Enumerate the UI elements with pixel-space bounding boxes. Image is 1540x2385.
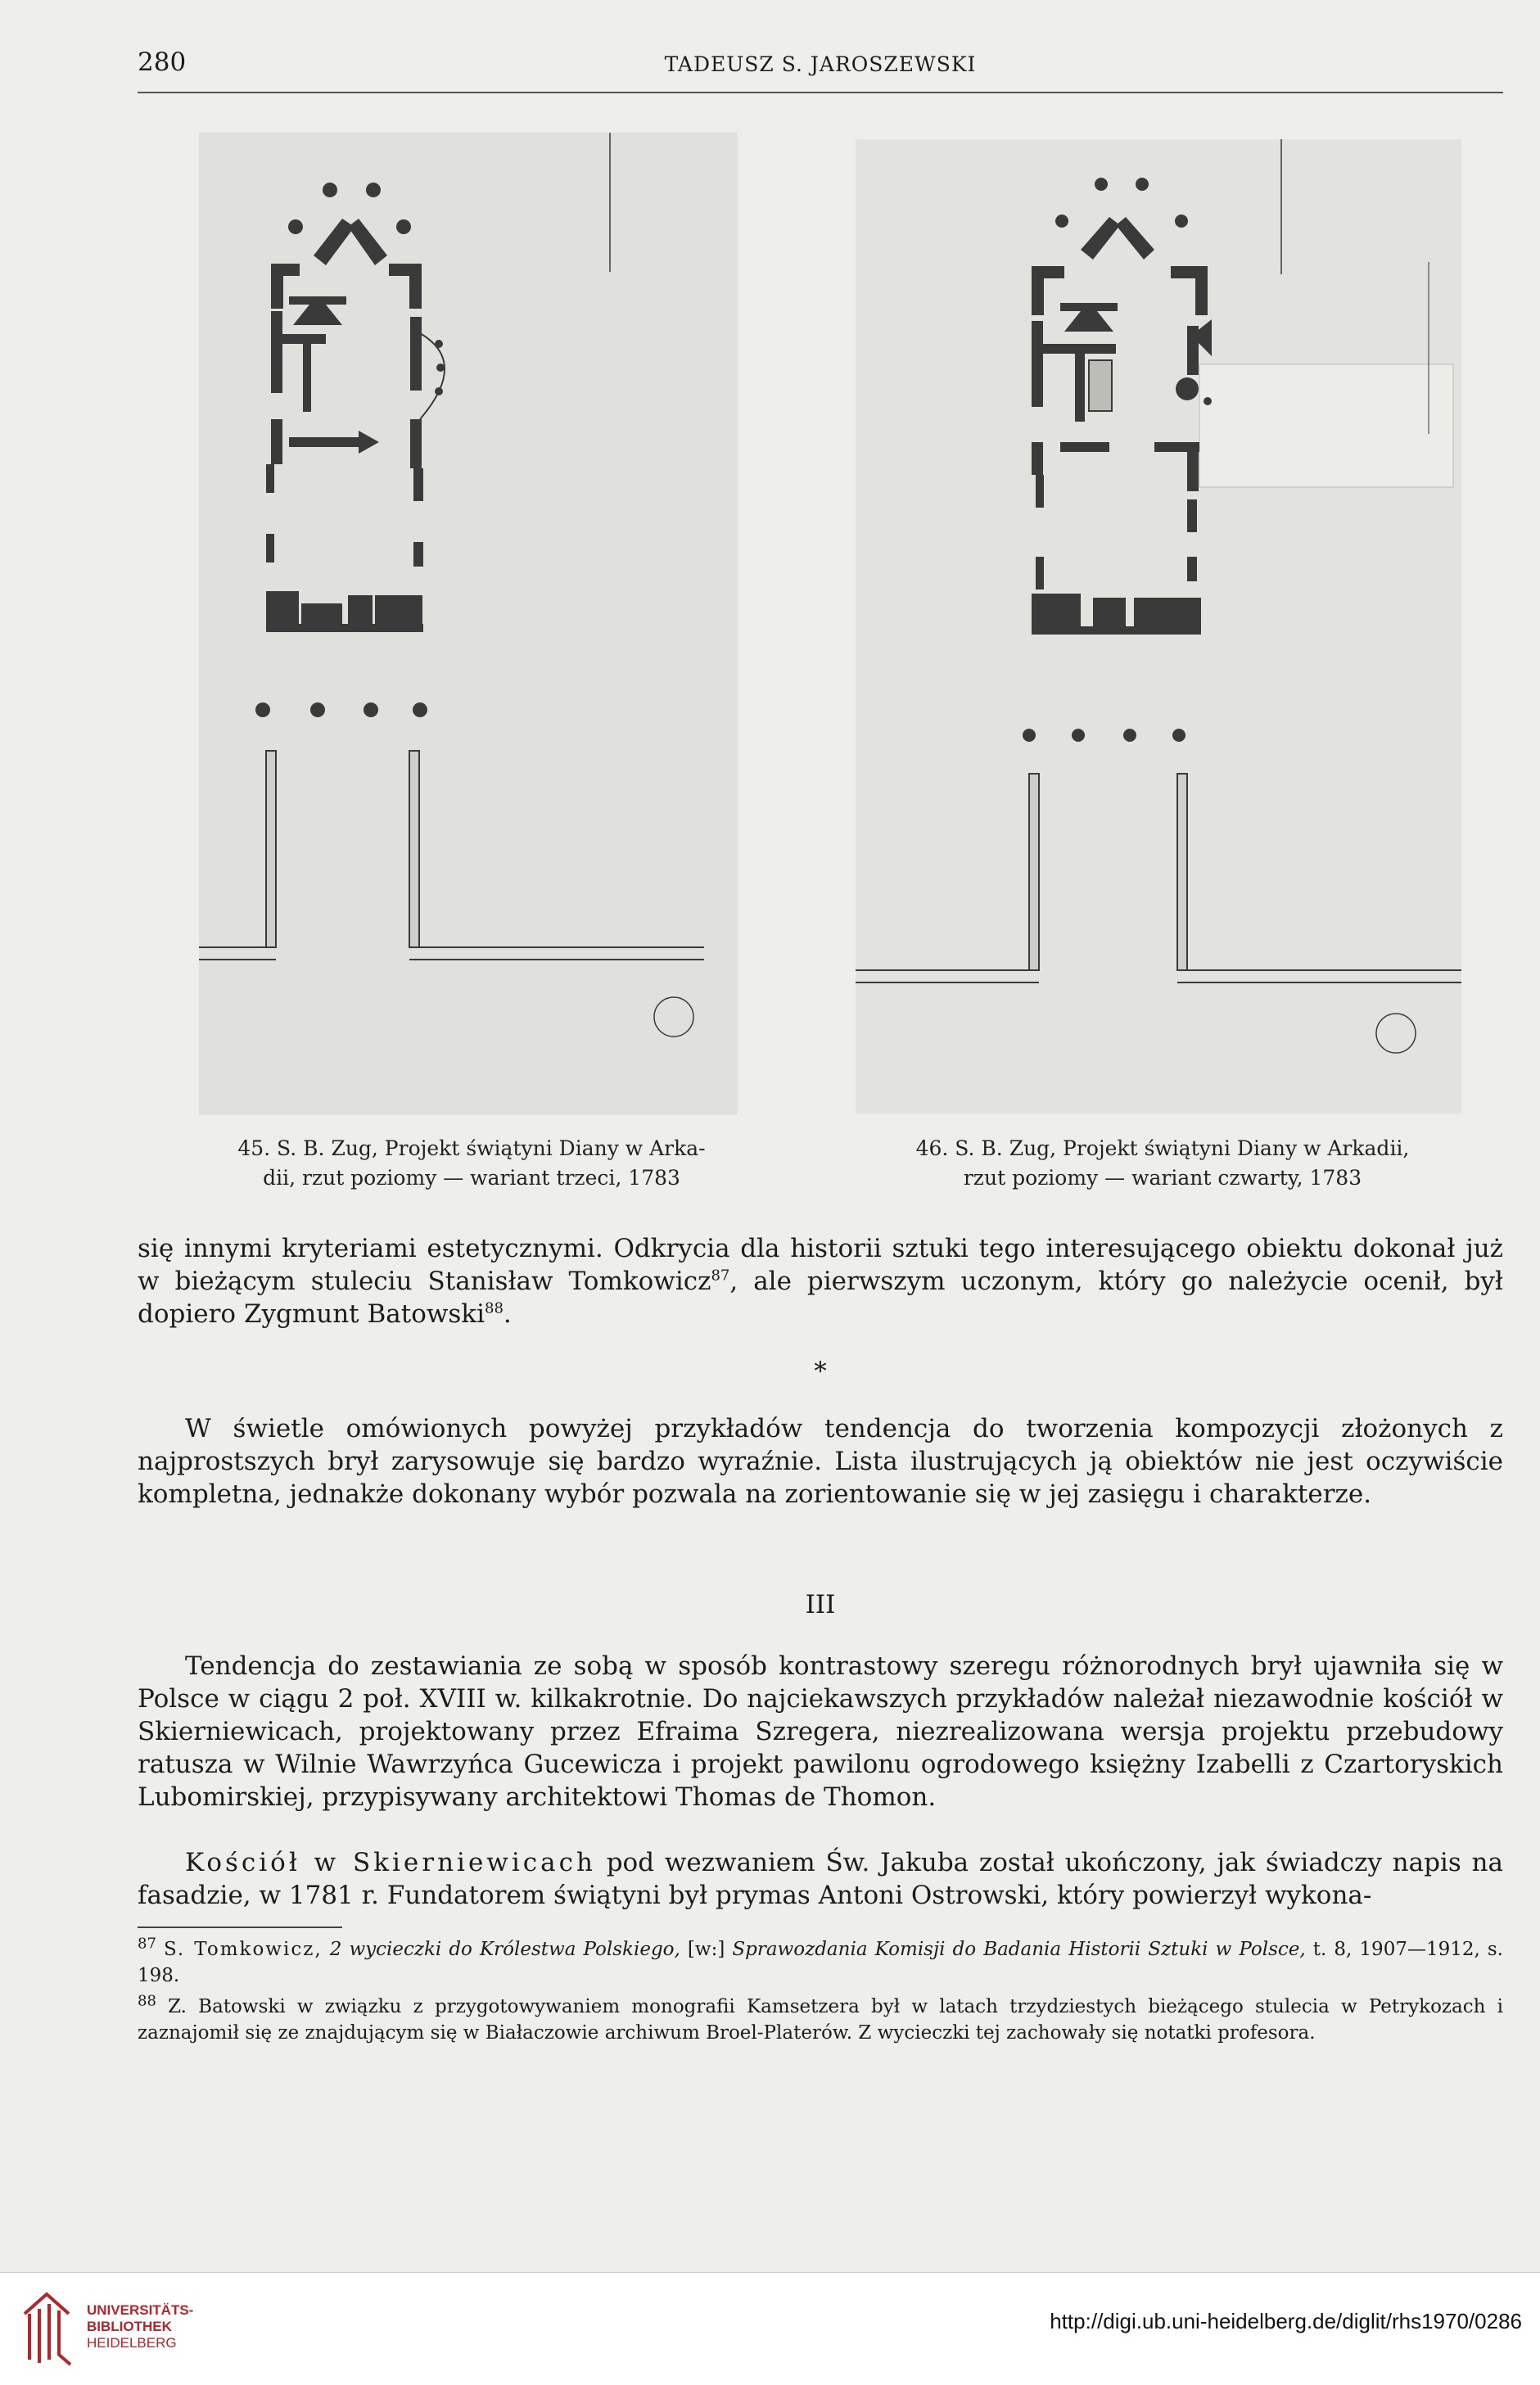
figure-46-caption	[851, 1134, 1474, 1193]
footnote-ref-88[interactable]: 88	[485, 1299, 504, 1317]
footnote-author: S. Tomkowicz,	[163, 1939, 323, 1960]
library-logo-icon	[18, 2289, 75, 2368]
figure-45-caption	[193, 1134, 750, 1193]
text-run: , ale pierwszym uczonym, który go należycie ocenił, był dopiero Zygmunt Batowski	[138, 1267, 1503, 1329]
figure-46-floor-plan	[856, 139, 1461, 1113]
footnote-ref-87[interactable]: 87	[711, 1267, 730, 1285]
footnote-number: 87	[138, 1935, 156, 1953]
section-heading: III	[805, 1590, 836, 1619]
footnote-text: Z. Batowski w związku z przygotowywaniem monografii Kamsetzera był w latach trzydziestych bieżącego stulecia w Petrykozach i zaznajomił się ze znajdującym się w Białaczowie archiwum Broel-Platerów. Z wycieczki tej zachowały się notatki profesora.	[138, 1996, 1503, 2044]
footnote-number: 88	[138, 1992, 156, 2010]
page-number: 280	[138, 47, 187, 77]
footnotes	[138, 1936, 1503, 2051]
library-name	[87, 2302, 193, 2351]
text-run: pod wezwaniem Św. Jakuba został ukończony, jak świadczy napis na fasadzie, w 1781 r. Fundatorem świątyni był prymas Antoni Ostrowski, który powierzył wykona-	[138, 1848, 1503, 1910]
library-name-line: BIBLIOTHEK	[87, 2319, 172, 2334]
text-run: t. 8, 1907—1912, s. 198.	[138, 1939, 1503, 1986]
paragraph-text: W świetle omówionych powyżej przykładów tendencja do tworzenia kompozycji złożonych z najprostszych brył zarysowuje się bardzo wyraźnie. Lista ilustrujących ją obiektów nie jest oczywiście kompletna, jednakże dokonany wybór pozwala na zorientowanie się w jej zasięgu i charakterze.	[138, 1414, 1503, 1509]
header-rule	[138, 92, 1503, 93]
footnote-journal: Sprawozdania Komisji do Badania Historii Sztuki w Polsce,	[732, 1939, 1306, 1960]
spaced-title: Kościół w Skierniewicach	[185, 1848, 596, 1877]
floor-plan-drawing-1	[199, 133, 738, 1115]
figure-45-floor-plan	[199, 133, 738, 1115]
text-run: .	[503, 1299, 512, 1329]
body-paragraph-2	[138, 1412, 1503, 1511]
library-name-line: HEIDELBERG	[87, 2335, 177, 2351]
caption-line: rzut poziomy — wariant czwarty, 1783	[963, 1166, 1362, 1190]
floor-plan-drawing-2	[856, 139, 1461, 1113]
footnote-title: 2 wycieczki do Królestwa Polskiego,	[329, 1939, 680, 1960]
running-header	[138, 47, 1503, 80]
text-run: się innymi kryteriami estetycznymi. Odkrycia dla historii sztuki tego interesującego obiektu dokonał już w bieżącym stuleciu Stanisław Tomkowicz	[138, 1234, 1503, 1296]
caption-line: dii, rzut poziomy — wariant trzeci, 1783	[263, 1166, 680, 1190]
running-author: TADEUSZ S. JAROSZEWSKI	[664, 52, 977, 76]
body-paragraph-3	[138, 1650, 1503, 1814]
paragraph-text: Tendencja do zestawiania ze sobą w sposób kontrastowy szeregu różnorodnych brył ujawniła się w Polsce w ciągu 2 poł. XVIII w. kilkakrotnie. Do najciekawszych przykładów należał niezawodnie kościół w Skierniewicach, projektowany przez Efraima Szregera, niezrealizowana wersja projektu przebudowy ratusza w Wilnie Wawrzyńca Gucewicza i projekt pawilonu ogrodowego księżny Izabelli z Czartoryskich Lubomirskiej, przypisywany architektowi Thomas de Thomon.	[138, 1651, 1503, 1812]
permalink[interactable]: http://digi.ub.uni-heidelberg.de/diglit/rhs1970/0286	[1050, 2309, 1522, 2333]
footnote-88	[138, 1994, 1503, 2046]
library-name-line: UNIVERSITÄTS-	[87, 2302, 194, 2318]
footnote-87	[138, 1936, 1503, 1989]
caption-line: 45. S. B. Zug, Projekt świątyni Diany w Arka-	[237, 1136, 706, 1160]
text-run: [w:]	[680, 1939, 733, 1960]
footnote-rule	[138, 1927, 342, 1928]
digitization-footer	[0, 2272, 1540, 2385]
body-paragraph-4	[138, 1846, 1503, 1912]
body-paragraph-1	[138, 1232, 1503, 1330]
section-star: *	[814, 1357, 827, 1386]
caption-line: 46. S. B. Zug, Projekt świątyni Diany w Arkadii,	[915, 1136, 1410, 1160]
